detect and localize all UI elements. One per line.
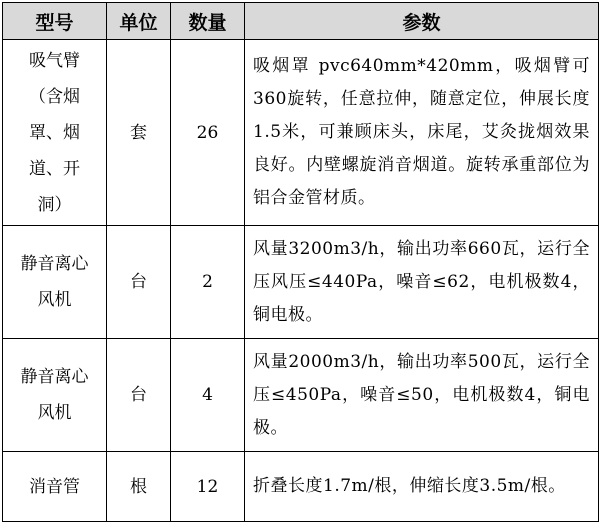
params-text: 折叠长度1.7m/根，伸缩长度3.5m/根。: [253, 476, 566, 496]
table-row: [3, 339, 599, 452]
header-model: 型号: [3, 3, 107, 40]
unit-cell: 根: [107, 452, 171, 522]
quantity-cell: 2: [171, 226, 245, 339]
params-cell: [245, 339, 599, 452]
params-cell: [245, 226, 599, 339]
unit-cell: 台: [107, 226, 171, 339]
model-cell: 静音离心风机: [3, 226, 107, 339]
model-cell: 消音管: [3, 452, 107, 522]
model-cell: 吸气臂（含烟罩、烟道、开洞）: [3, 40, 107, 226]
header-unit: 单位: [107, 3, 171, 40]
quantity-cell: 12: [171, 452, 245, 522]
model-cell: 静音离心风机: [3, 339, 107, 452]
quantity-cell: 26: [171, 40, 245, 226]
equipment-spec-table: [2, 2, 599, 522]
header-row: [3, 3, 599, 40]
table-row: [3, 452, 599, 522]
unit-cell: 台: [107, 339, 171, 452]
params-cell: [245, 40, 599, 226]
params-text: 风量3200m3/h，输出功率660瓦，运行全压风压≤440Pa，噪音≤62，电机极数4，铜电极。: [253, 238, 590, 325]
unit-cell: 套: [107, 40, 171, 226]
table-row: [3, 226, 599, 339]
quantity-cell: 4: [171, 339, 245, 452]
table-row: [3, 40, 599, 226]
header-params: 参数: [245, 3, 599, 40]
params-cell: [245, 452, 599, 522]
header-quantity: 数量: [171, 3, 245, 40]
params-text: 风量2000m3/h，输出功率500瓦，运行全压≤450Pa，噪音≤50，电机极数4，铜电极。: [253, 351, 590, 438]
params-text: 吸烟罩 pvc640mm*420mm，吸烟臂可360旋转，任意拉伸，随意定位，伸展长度1.5米，可兼顾床头，床尾，艾灸拢烟效果良好。内壁螺旋消音烟道。旋转承重部位为铝合金管材质。: [253, 56, 590, 208]
